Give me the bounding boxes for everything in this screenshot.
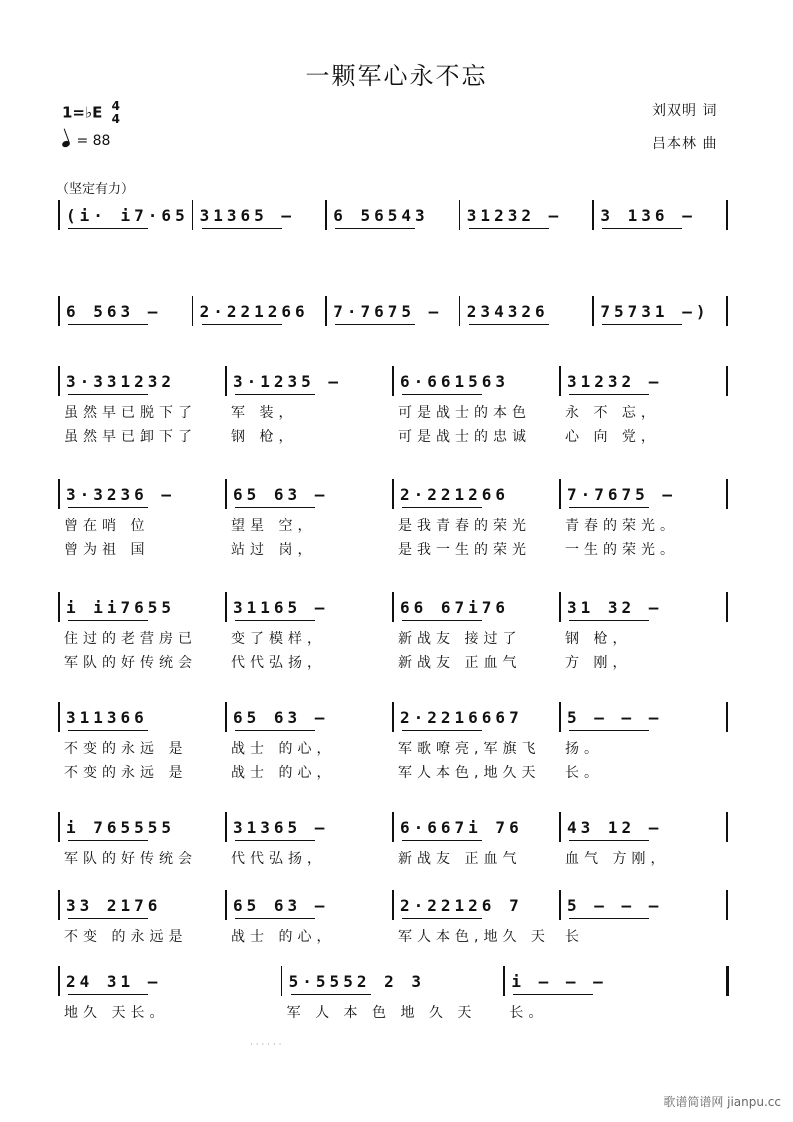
bar-line xyxy=(392,702,394,732)
beam-line xyxy=(569,394,649,395)
lyric-verse2: 曾为祖 国 xyxy=(64,542,150,558)
measure-notes: 3·331232 xyxy=(66,372,176,391)
measure-notes: 2·221266 xyxy=(400,485,510,504)
lyric-verse1: 军人本色,地久 天 xyxy=(398,929,550,945)
beam-line xyxy=(569,507,649,508)
measure-notes: 2·22126 7 xyxy=(400,896,523,915)
bar-line-start xyxy=(58,702,60,732)
bar-line xyxy=(392,812,394,842)
beam-line xyxy=(235,507,315,508)
measure-notes: 43 12 – xyxy=(567,818,663,837)
measure-notes: 65 63 – xyxy=(233,485,329,504)
beam-line xyxy=(513,994,593,995)
measure-notes: 5 – – – xyxy=(567,896,663,915)
measure-notes: 6·667i 76 xyxy=(400,818,523,837)
tempo-value: = 88 xyxy=(76,133,111,149)
beam-line xyxy=(602,324,682,325)
bar-line xyxy=(459,200,461,230)
measure-notes: 3·3236 – xyxy=(66,485,176,504)
beam-line xyxy=(402,507,482,508)
bar-line xyxy=(225,702,227,732)
bar-line xyxy=(281,966,283,996)
time-top: 4 xyxy=(111,99,120,113)
lyric-verse1: 可是战士的本色 xyxy=(398,405,531,421)
lyric-verse1: 代代弘扬， xyxy=(231,851,326,867)
measure-notes: (i· i7·65 xyxy=(66,206,189,225)
bar-line xyxy=(392,366,394,396)
bar-line xyxy=(392,890,394,920)
measure-notes: 234326 xyxy=(466,302,549,321)
lyric-verse1: 住过的老营房已 xyxy=(64,631,197,647)
beam-line xyxy=(235,394,315,395)
measure-notes: 31165 – xyxy=(233,598,329,617)
bar-line xyxy=(225,366,227,396)
measure-notes: 65 63 – xyxy=(233,708,329,727)
beam-line xyxy=(68,918,148,919)
bar-line xyxy=(225,812,227,842)
lyric-verse1: 战士 的心， xyxy=(231,929,336,945)
bar-line xyxy=(192,200,194,230)
lyric-verse1: 军 人 本 色 地 久 天 xyxy=(286,1005,477,1021)
composer: 吕本林 曲 xyxy=(652,136,718,152)
measure-notes: 2·2216667 xyxy=(400,708,523,727)
beam-line xyxy=(68,324,148,325)
beam-line xyxy=(402,918,482,919)
lyric-verse1: 虽然早已脱下了 xyxy=(64,405,197,421)
site-watermark: 歌谱简谱网 jianpu.cc xyxy=(663,1095,781,1109)
lyric-verse2: 一生的荣光。 xyxy=(565,542,679,558)
bar-line xyxy=(726,966,729,996)
beam-line xyxy=(68,620,148,621)
time-signature xyxy=(112,100,120,126)
bar-line xyxy=(726,479,728,509)
measure-notes: 31232 – xyxy=(466,206,563,225)
beam-line xyxy=(202,324,282,325)
beam-line xyxy=(68,507,148,508)
measure-notes: i 765555 xyxy=(66,818,176,837)
lyric-verse2: 长。 xyxy=(565,765,603,781)
lyric-verse2: 战士 的心， xyxy=(231,765,336,781)
bar-line xyxy=(592,296,594,326)
lyricist: 刘双明 词 xyxy=(652,103,718,119)
lyric-verse1: 地久 天长。 xyxy=(64,1005,169,1021)
beam-line xyxy=(569,918,649,919)
lyric-verse2: 军队的好传统会 xyxy=(64,655,197,671)
measure-notes: 66 67i76 xyxy=(400,598,510,617)
lyric-verse1: 军歌嘹亮,军旗飞 xyxy=(398,741,541,757)
bar-line xyxy=(459,296,461,326)
quarter-note-icon xyxy=(61,140,71,148)
lyric-verse2: 站过 岗， xyxy=(231,542,317,558)
time-bottom: 4 xyxy=(111,112,120,126)
beam-line xyxy=(202,228,282,229)
lyric-verse1: 军队的好传统会 xyxy=(64,851,197,867)
bar-line xyxy=(325,296,327,326)
lyric-verse2: 不变的永远 是 xyxy=(64,765,188,781)
bar-line xyxy=(726,200,728,230)
measure-notes: 7·7675 – xyxy=(333,302,443,321)
lyric-verse1: 不变 的永远是 xyxy=(64,929,188,945)
bar-line-start xyxy=(58,296,60,326)
measure-notes: 33 2176 xyxy=(66,896,162,915)
bar-line xyxy=(192,296,194,326)
key-signature xyxy=(62,100,120,126)
beam-line xyxy=(235,620,315,621)
beam-line xyxy=(68,394,148,395)
beam-line xyxy=(68,730,148,731)
faint-marks: · · · · · · xyxy=(250,1040,282,1050)
bar-line-start xyxy=(58,890,60,920)
lyric-verse1: 曾在哨 位 xyxy=(64,518,150,534)
tempo-marking xyxy=(62,133,110,149)
bar-line xyxy=(559,812,561,842)
expression-mark: （坚定有力） xyxy=(56,182,135,197)
lyric-verse2: 可是战士的忠诚 xyxy=(398,429,531,445)
bar-line-start xyxy=(58,479,60,509)
measure-notes: 3 136 – xyxy=(600,206,696,225)
bar-line xyxy=(726,812,728,842)
bar-line-start xyxy=(58,366,60,396)
bar-line xyxy=(225,479,227,509)
beam-line xyxy=(402,620,482,621)
bar-line-start xyxy=(58,592,60,622)
bar-line xyxy=(392,479,394,509)
bar-line xyxy=(559,890,561,920)
bar-line xyxy=(325,200,327,230)
bar-line xyxy=(392,592,394,622)
beam-line xyxy=(602,228,682,229)
bar-line xyxy=(225,592,227,622)
lyric-verse1: 扬。 xyxy=(565,741,603,757)
lyric-verse1: 长。 xyxy=(509,1005,548,1021)
beam-line xyxy=(235,840,315,841)
measure-notes: 24 31 – xyxy=(66,972,162,991)
bar-line xyxy=(225,890,227,920)
beam-line xyxy=(335,324,415,325)
beam-line xyxy=(235,730,315,731)
lyric-verse1: 变了模样， xyxy=(231,631,326,647)
bar-line-start xyxy=(58,966,60,996)
beam-line xyxy=(469,228,549,229)
beam-line xyxy=(68,840,148,841)
lyric-verse1: 望星 空， xyxy=(231,518,317,534)
bar-line xyxy=(726,592,728,622)
measure-notes: 5 – – – xyxy=(567,708,663,727)
bar-line xyxy=(726,366,728,396)
beam-line xyxy=(68,228,148,229)
measure-notes: i ii7655 xyxy=(66,598,176,617)
measure-notes: 7·7675 – xyxy=(567,485,677,504)
key-label: 1=♭E xyxy=(62,103,103,122)
lyric-verse1: 不变的永远 是 xyxy=(64,741,188,757)
song-title: 一颗军心永不忘 xyxy=(305,62,488,90)
lyric-verse1: 新战友 接过了 xyxy=(398,631,522,647)
beam-line xyxy=(68,994,148,995)
lyric-verse2: 心 向 党， xyxy=(565,429,660,445)
measure-notes: 6 56543 xyxy=(333,206,429,225)
lyric-verse1: 永 不 忘， xyxy=(565,405,660,421)
bar-line-start xyxy=(58,812,60,842)
lyric-verse2: 钢 枪， xyxy=(231,429,298,445)
measure-notes: 75731 –) xyxy=(600,302,710,321)
bar-line xyxy=(559,702,561,732)
lyric-verse2: 新战友 正血气 xyxy=(398,655,522,671)
lyric-verse1: 长 xyxy=(565,929,584,945)
beam-line xyxy=(402,394,482,395)
beam-line xyxy=(569,840,649,841)
measure-notes: 6 563 – xyxy=(66,302,162,321)
measure-notes: 31365 – xyxy=(233,818,329,837)
lyric-verse1: 新战友 正血气 xyxy=(398,851,522,867)
lyric-verse2: 代代弘扬， xyxy=(231,655,326,671)
measure-notes: 31365 – xyxy=(199,206,296,225)
measure-notes: 2·221266 xyxy=(199,302,309,321)
lyric-verse2: 军人本色,地久天 xyxy=(398,765,541,781)
measure-notes: 3·1235 – xyxy=(233,372,343,391)
lyric-verse1: 战士 的心， xyxy=(231,741,336,757)
bar-line xyxy=(503,966,505,996)
bar-line xyxy=(726,702,728,732)
beam-line xyxy=(569,730,649,731)
measure-notes: 31 32 – xyxy=(567,598,663,617)
beam-line xyxy=(569,620,649,621)
bar-line xyxy=(559,479,561,509)
beam-line xyxy=(235,918,315,919)
beam-line xyxy=(402,730,482,731)
measure-notes: 65 63 – xyxy=(233,896,329,915)
bar-line xyxy=(726,890,728,920)
bar-line xyxy=(559,592,561,622)
beam-line xyxy=(469,324,549,325)
bar-line xyxy=(559,366,561,396)
lyric-verse1: 是我青春的荣光 xyxy=(398,518,531,534)
measure-notes: 31232 – xyxy=(567,372,663,391)
measure-notes: 5·5552 2 3 xyxy=(288,972,425,991)
lyric-verse1: 钢 枪， xyxy=(565,631,632,647)
measure-notes: i – – – xyxy=(511,972,607,991)
measure-notes: 6·661563 xyxy=(400,372,510,391)
beam-line xyxy=(291,994,371,995)
bar-line xyxy=(592,200,594,230)
bar-line-start xyxy=(58,200,60,230)
beam-line xyxy=(335,228,415,229)
lyric-verse1: 血气 方刚， xyxy=(565,851,670,867)
beam-line xyxy=(402,840,482,841)
bar-line xyxy=(726,296,728,326)
lyric-verse2: 是我一生的荣光 xyxy=(398,542,531,558)
lyric-verse1: 青春的荣光。 xyxy=(565,518,679,534)
lyric-verse2: 虽然早已卸下了 xyxy=(64,429,197,445)
measure-notes: 311366 xyxy=(66,708,148,727)
lyric-verse1: 军 装， xyxy=(231,405,298,421)
lyric-verse2: 方 刚， xyxy=(565,655,632,671)
